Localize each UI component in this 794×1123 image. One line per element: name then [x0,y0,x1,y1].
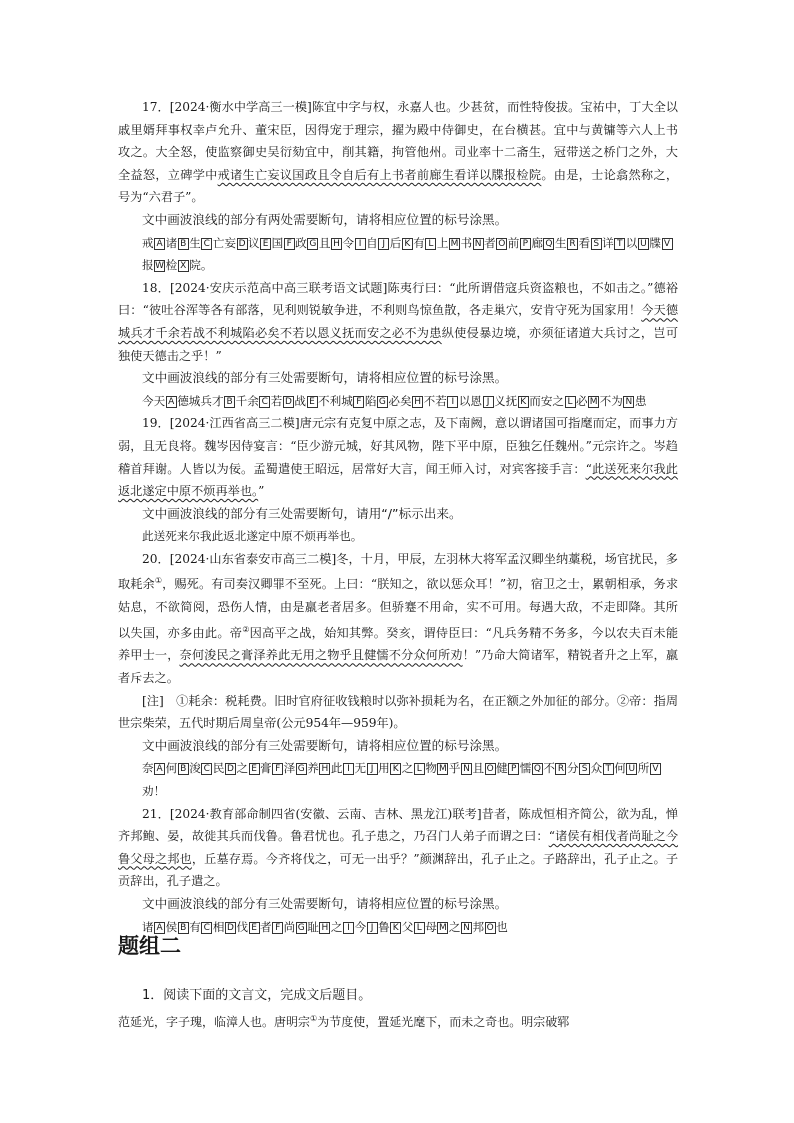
option-text: 邦 [472,919,485,934]
question-21-text: 21．[2024·教育部命制四省(安徽、云南、吉林、黑龙江)联考]昔者，陈成恒相齐简公，欲为乱，惮齐邦鲍、晏，故徙其兵而伐鲁。鲁君忧也。孔子患之，乃召门人弟子而谓之曰：“诸侯有相伐者尚耻之今鲁父母之邦也，丘墓存焉。今齐将伐之，可无一出乎？”颜渊辞出，孔子止之。子路辞出，孔子止之。子贡辞出，孔子遣之。 [118,806,679,889]
option-text: 尚 [283,919,296,934]
option-label-box[interactable]: A [166,396,177,408]
question-20-note [118,690,678,735]
option-text: 前 [507,235,520,250]
option-label-box[interactable]: G [296,763,307,775]
option-label-box[interactable]: U [638,238,649,250]
option-text: 不利城 [318,393,353,408]
option-text: 义抚 [494,393,518,408]
option-text: 民 [212,761,225,776]
option-label-box[interactable]: K [518,396,529,408]
option-text: 必 [576,393,588,408]
option-text: 众 [590,761,603,776]
option-label-box[interactable]: T [614,238,625,250]
option-label-box[interactable]: I [343,763,354,775]
option-text: 若 [270,393,283,408]
option-label-box[interactable]: F [284,238,295,250]
option-label-box[interactable]: C [201,238,212,250]
option-label-box[interactable]: H [319,922,330,934]
option-text: 何 [165,761,178,776]
option-text: 院。 [189,258,213,273]
option-text: 所 [637,761,650,776]
option-text: 详 [602,235,614,250]
option-text: 不 [543,761,555,776]
option-label-box[interactable]: I [343,922,354,934]
option-label-box[interactable]: A [154,922,165,934]
question-20-instruction: 文中画波浪线的部分有三处需要断句，请将相应位置的标号涂黑。 [142,737,508,753]
option-label-box[interactable]: N [461,763,472,775]
option-label-box[interactable]: G [377,396,388,408]
option-text: 之 [330,919,343,934]
option-label-box[interactable]: Q [545,238,553,249]
option-text: 之 [448,919,461,934]
option-label-box[interactable]: C [259,396,270,408]
option-label-box[interactable]: J [367,763,378,775]
option-text: 戒 [142,235,154,250]
option-label-box[interactable]: J [378,238,389,250]
option-text: 伐 [236,919,249,934]
question-1-text: 范延光，字子瑰，临漳人也。唐明宗①为节度使，置延光麾下，而未之奇也。明宗破郓 [118,1013,570,1029]
option-label-box[interactable]: O [498,238,506,249]
option-label-box[interactable]: G [307,238,318,250]
option-text: 患 [634,393,647,408]
question-21-options[interactable] [118,916,678,939]
option-label-box[interactable]: H [331,238,342,250]
option-label-box[interactable]: P [508,763,519,775]
option-label-box[interactable]: N [473,238,484,250]
option-text: 议 [248,235,260,250]
option-text: 者 [484,235,496,250]
option-label-box[interactable]: F [353,396,364,408]
option-label-box[interactable]: P [520,238,531,250]
option-label-box[interactable]: I [355,238,366,250]
option-label-box[interactable]: C [201,922,212,934]
question-18-instruction: 文中画波浪线的部分有三处需要断句，请将相应位置的标号涂黑。 [142,370,508,386]
option-label-box[interactable]: F [272,922,283,934]
option-label-box[interactable]: E [249,763,260,775]
option-label-box[interactable]: W [155,261,165,272]
option-text: 诸 [142,919,154,934]
option-label-box[interactable]: I [447,396,458,408]
option-label-box[interactable]: V [662,238,673,250]
option-text: 必矣 [388,393,412,408]
option-text: 耻 [307,919,319,934]
option-label-box[interactable]: M [589,396,598,407]
option-label-box[interactable]: G [296,922,307,934]
option-label-box[interactable]: N [461,922,472,934]
note-label: [注] [142,693,164,708]
option-label-box[interactable]: O [486,922,494,933]
option-label-box[interactable]: S [591,238,602,250]
option-text: 有 [413,235,425,250]
option-label-box[interactable]: J [483,396,494,408]
option-label-box[interactable]: O [486,764,494,775]
group-title: 题组二 [118,934,181,958]
option-label-box[interactable]: K [390,922,401,934]
option-label-box[interactable]: L [414,763,425,775]
option-label-box[interactable]: B [178,238,189,250]
option-text: 且 [318,235,331,250]
footnote-ref-2: ② [242,624,250,634]
option-text: 之 [401,761,414,776]
option-text: 亡妄 [212,235,237,250]
option-label-box[interactable]: L [565,396,576,408]
option-text: 生 [554,235,567,250]
option-text: 无 [354,761,367,776]
option-text: 陷 [364,393,377,408]
question-18-options[interactable] [118,390,678,413]
wavy-underline-21: “诸侯有相伐者尚耻之今鲁父母之邦也 [118,829,679,866]
option-text: 看 [578,235,591,250]
question-20-options[interactable] [118,757,678,802]
option-label-box[interactable]: U [626,763,637,775]
option-text: 奈 [142,761,154,776]
option-text: 政 [295,235,307,250]
option-text: 以 [625,235,638,250]
option-text: 鲁 [378,919,390,934]
option-label-box[interactable]: F [272,763,283,775]
option-label-box[interactable]: X [178,260,189,272]
option-text: 之 [236,761,249,776]
option-text: 也 [496,919,508,934]
option-text: 牒 [649,235,661,250]
option-text: 者 [260,919,272,934]
option-text: 用 [378,761,390,776]
question-20-text: 20．[2024·山东省泰安市高三二模]冬，十月，甲辰，左羽林大将军孟汉卿坐纳藁税，场官扰民，多取耗余①，赐死。有司奏汉卿罪不至死。上曰：“朕知之，欲以惩众耳！”初，宿卫之士，累朝相承，务求姑息，不欲简阅，恐伤人情，由是羸老者居多。但骄蹇不用命，实不可用。每遇大敌，不走即降。其所以失国，亦多由此。帝②因高平之战，始知其弊。癸亥，谓侍臣曰：“凡兵务精不务多，今以农夫百未能养甲士一，奈何浚民之膏泽养此无用之物乎且健懦不分众何所劝！”乃命大简诸军，精锐者升之上军，羸者斥去之。 [118,551,679,685]
option-text: 劝！ [142,783,166,798]
option-label-box[interactable]: T [603,763,614,775]
question-19-text: 19．[2024·江西省高三二模]唐元宗有克复中原之志，及下南阙，意以谓诸国可指麾而定，而事力方弱，且无良将。魏岑因侍宴言：“臣少游元城，好其风物，陛下平中原，臣独乞任魏州。”元宗许之。岑趋稽首拜谢。人皆以为佞。孟蜀遣使王昭远，居常好大言，闻王师入讨，对宾客接手言：“此送死来尔我此返北遂定中原不烦再举也。” [118,416,678,499]
option-label-box[interactable]: D [237,238,248,250]
wavy-underline-19: “此送死来尔我此返北遂定中原不烦再举也。 [118,461,678,499]
wavy-underline-17: 戒诸生亡妄议国政且令自后有上书者前廊生看详以牒报检院 [217,167,542,182]
option-label-box[interactable]: B [178,763,189,775]
option-label-box[interactable]: N [623,396,634,408]
question-21-instruction: 文中画波浪线的部分有三处需要断句，请将相应位置的标号涂黑。 [142,895,508,911]
question-19-answer-line[interactable]: 此送死来尔我此返北遂定中原不烦再举也。 [142,529,363,544]
option-text: 自 [366,235,378,250]
option-text: 诸 [165,235,178,250]
option-label-box[interactable]: H [412,396,423,408]
option-text: 父 [401,919,414,934]
option-text: 浚 [189,761,201,776]
question-18-text: 18．[2024·安庆示范高中高三联考语文试题]陈夷行曰：“此所谓借寇兵资盗粮也，不如击之。”德裕曰：“彼吐谷浑等各有部落，见利则锐敏争进，不利则鸟惊鱼散，各走巢穴，安肯守死为国家用！今天德城兵才千余若战不利城陷必矣不若以恩义抚而安之必不为患纵使侵暴边境，亦须征诸道大兵讨之，岂可独使天德击之乎！” [118,280,679,363]
option-label-box[interactable]: J [367,922,378,934]
option-label-box[interactable]: D [225,763,236,775]
option-label-box[interactable]: M [450,238,459,249]
option-text: 德城兵才 [177,393,224,408]
option-label-box[interactable]: K [402,238,413,250]
option-text: 廊 [531,235,543,250]
option-text: 生 [189,235,201,250]
question-1 [118,985,678,1033]
option-text: 有 [189,919,201,934]
option-label-box[interactable]: M [439,764,447,775]
option-text: 何 [614,761,626,776]
option-text: 不为 [599,393,623,408]
option-text: 分 [566,761,579,776]
footnote-ref-q1: ① [310,1013,318,1023]
option-text: 此 [330,761,343,776]
option-label-box[interactable]: L [414,922,425,934]
footnote-ref-1: ① [154,576,163,586]
option-label-box[interactable]: R [555,763,566,775]
option-text: 国 [271,235,284,250]
option-text: 而安之 [529,393,565,408]
option-text: 千余 [235,393,259,408]
wavy-underline-20: 奈何浚民之膏泽养此无用之物乎且健懦不分众何所劝 [179,648,463,663]
option-text: 以恩 [458,393,483,408]
question-19-instruction: 文中画波浪线的部分有三处需要断句，请用“/”标示出来。 [142,505,462,521]
option-label-box[interactable]: E [249,922,260,934]
option-text: 今天 [142,393,166,408]
option-label-box[interactable]: B [224,396,235,408]
option-text: 检 [165,258,178,273]
option-label-box[interactable]: Q [533,764,541,775]
question-1-instruction: 1．阅读下面的文言文，完成文后题目。 [142,988,372,1003]
note-text: ①耗余：税耗费。旧时官府征收钱粮时以弥补损耗为名，在正额之外加征的部分。②帝：指周世宗柴荣，五代时期后周皇帝(公元954年—959年)。 [118,693,679,731]
option-text: 相 [212,919,225,934]
option-label-box[interactable]: B [178,922,189,934]
page-body [118,96,678,938]
option-label-box[interactable]: C [201,763,212,775]
option-text: 后 [389,235,402,250]
option-label-box[interactable]: K [390,763,401,775]
option-text: 懦 [519,761,532,776]
option-text: 且 [472,761,485,776]
option-label-box[interactable]: R [567,238,578,250]
option-label-box[interactable]: E [260,238,271,250]
option-label-box[interactable]: A [154,763,165,775]
option-text: 侯 [165,919,178,934]
option-label-box[interactable]: D [283,396,294,408]
option-label-box[interactable]: L [425,238,436,250]
option-label-box[interactable]: V [650,763,661,775]
option-text: 养 [307,761,319,776]
option-text: 战 [294,393,307,408]
question-17-instruction: 文中画波浪线的部分有两处需要断句，请将相应位置的标号涂黑。 [142,211,508,227]
question-17-options[interactable] [118,232,678,277]
option-text: 母 [425,919,437,934]
option-text: 不若 [423,393,447,408]
option-label-box[interactable]: M [439,922,447,933]
option-label-box[interactable]: S [579,763,590,775]
option-label-box[interactable]: A [154,238,165,250]
wavy-underline-18: 今天德城兵才千余若战不利城陷必矣不若以恩义抚而安之必不为患 [118,303,679,340]
option-label-box[interactable]: D [225,922,236,934]
option-text: 物 [425,761,437,776]
question-17-text: 17．[2024·衡水中学高三一模]陈宜中字与权，永嘉人也。少甚贫，而性特俊拔。宝祐中，丁大全以戚里婿拜事权幸卢允升、董宋臣，因得宠于理宗，擢为殿中侍御史，在台横甚。宜中与黄镛等六人上书攻之。大全怒，使监察御史吴衍劾宜中，削其籍，拘管他州。司业率十二斋生，冠带送之桥门之外，大全益怒，立碑学中戒诸生亡妄议国政且令自后有上书者前廊生看详以牒报检院。由是，士论翕然称之，号为“六君子”。 [118,100,679,205]
option-label-box[interactable]: E [307,396,318,408]
option-text: 上 [436,235,449,250]
option-text: 乎 [448,761,461,776]
option-text: 泽 [283,761,296,776]
option-text: 令 [342,235,355,250]
option-text: 书 [460,235,473,250]
option-text: 报 [142,258,154,273]
option-text: 今 [354,919,367,934]
option-label-box[interactable]: H [319,763,330,775]
option-text: 健 [496,761,508,776]
option-text: 膏 [260,761,272,776]
